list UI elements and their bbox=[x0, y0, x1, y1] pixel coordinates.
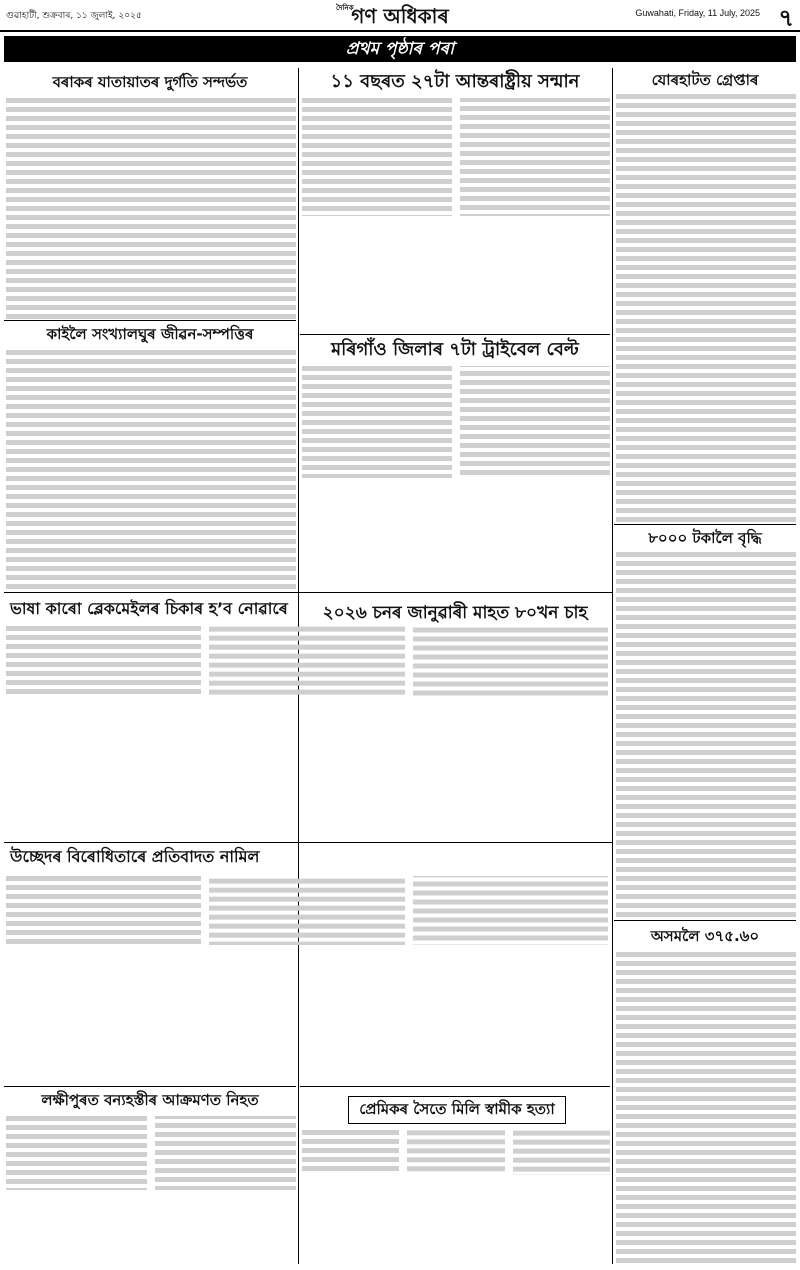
divider bbox=[300, 1086, 610, 1087]
article-body bbox=[6, 626, 608, 840]
article-body bbox=[6, 98, 296, 320]
headline-taka: ৮০০০ টকালৈ বৃদ্ধি bbox=[648, 529, 762, 547]
divider bbox=[4, 842, 612, 843]
masthead-date-local: গুৱাহাটী, শুক্ৰবাৰ, ১১ জুলাই, ২০২৫ bbox=[6, 11, 142, 21]
headline-kaile: কাইলৈ সংখ্যালঘুৰ জীৱন-সম্পত্তিৰ bbox=[46, 325, 254, 343]
headline-lakhimpur: লক্ষীপুৰত বন্যহস্তীৰ আক্ৰমণত নিহত bbox=[41, 1091, 259, 1109]
headline-assam: অসমলৈ ৩৭৫.৬০ bbox=[650, 927, 760, 945]
article-body bbox=[616, 94, 796, 522]
column-rule bbox=[612, 68, 613, 1264]
divider bbox=[4, 592, 612, 593]
divider bbox=[4, 1086, 296, 1087]
article-body bbox=[302, 1130, 610, 1264]
headline-morigaon: মৰিগাঁও জিলাৰ ৭টা ট্ৰাইবেল বেল্ট bbox=[331, 339, 579, 360]
article-body bbox=[6, 876, 608, 1084]
headline-tea: ২০২৬ চনৰ জানুৱাৰী মাহত ৮০খন চাহ bbox=[300, 604, 610, 624]
article-body bbox=[6, 1116, 296, 1264]
page-number: ৭ bbox=[778, 4, 794, 32]
newspaper-logo bbox=[330, 2, 470, 26]
divider bbox=[614, 920, 796, 921]
divider bbox=[614, 524, 796, 525]
headline-bokakhat: বৰাকৰ যাতায়াতৰ দুৰ্গতি সন্দৰ্ভত bbox=[52, 73, 248, 91]
logo-text: গণ অধিকাৰ bbox=[351, 4, 449, 28]
article-body bbox=[6, 350, 296, 590]
article-body bbox=[616, 952, 796, 1264]
logo-small-text: দৈনিক bbox=[336, 4, 354, 12]
article-body bbox=[302, 98, 610, 334]
headline-box bbox=[348, 1096, 566, 1124]
headline-bhasa: ভাষা কাৰো ব্লেকমেইলৰ চিকাৰ হ’ব নোৱাৰে bbox=[10, 599, 288, 618]
divider bbox=[300, 334, 610, 335]
section-banner: প্ৰথম পৃষ্ঠাৰ পৰা bbox=[4, 36, 796, 62]
headline-award: ১১ বছৰত ২৭টা আন্তৰাষ্ট্ৰীয় সন্মান bbox=[330, 71, 580, 92]
masthead-date-english: Guwahati, Friday, 11 July, 2025 bbox=[635, 8, 760, 18]
headline-jorhat: যোৰহাটত গ্ৰেপ্তাৰ bbox=[651, 71, 759, 89]
masthead bbox=[0, 0, 800, 32]
divider bbox=[4, 320, 296, 321]
article-body bbox=[302, 366, 610, 590]
headline-uchched: উচ্ছেদৰ বিৰোধিতাৰে প্ৰতিবাদত নামিল bbox=[10, 847, 260, 866]
article-body bbox=[616, 552, 796, 918]
headline-premik: প্ৰেমিকৰ সৈতে মিলি স্বামীক হত্যা bbox=[359, 1100, 555, 1118]
